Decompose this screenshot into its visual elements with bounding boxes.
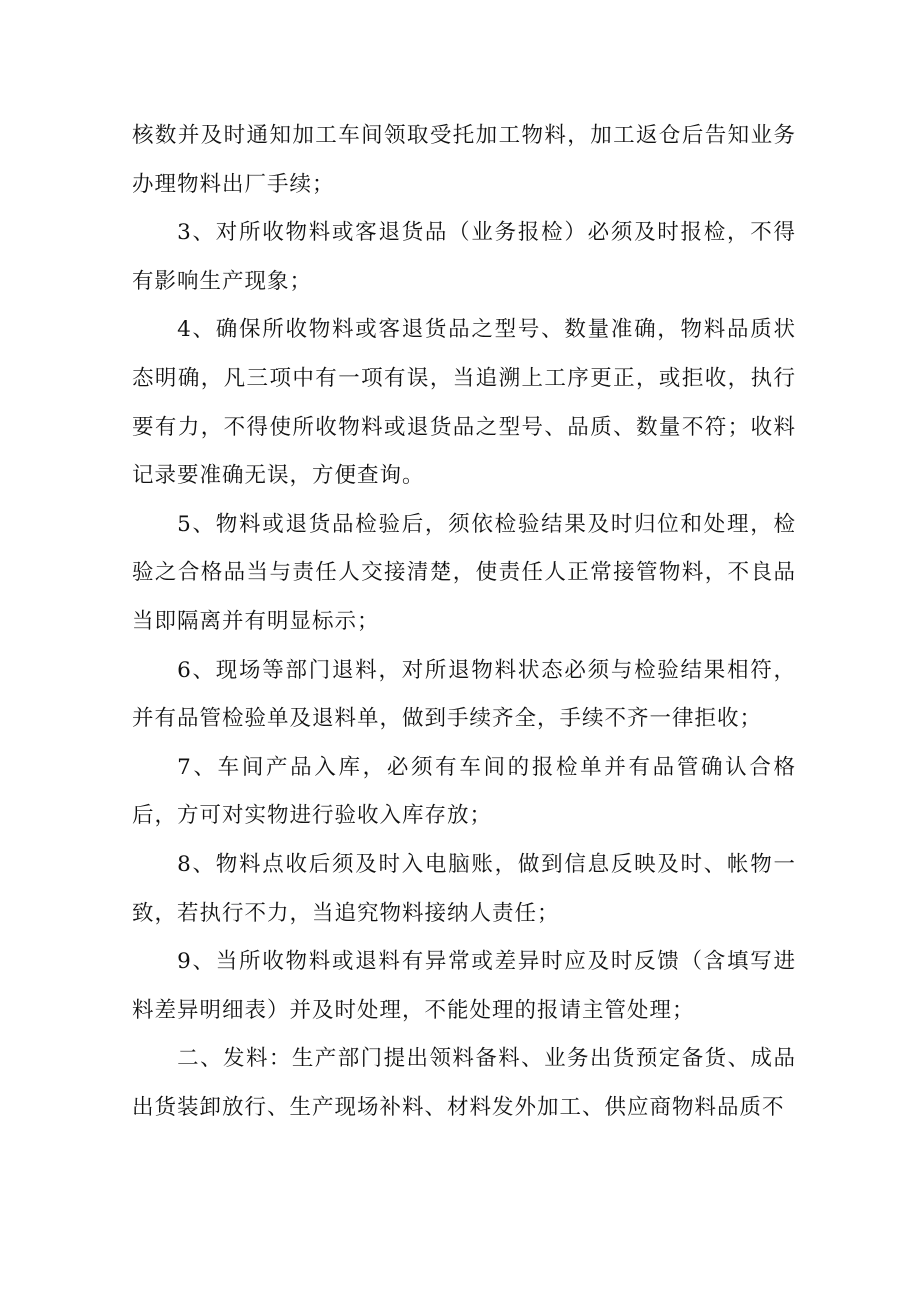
- paragraph-item-7: 7、车间产品入库，必须有车间的报检单并有品管确认合格后，方可对实物进行验收入库存放；: [132, 754, 796, 829]
- paragraph-item-8: 8、物料点收后须及时入电脑账，做到信息反映及时、帐物一致，若执行不力，当追究物料接纳人责任；: [132, 851, 796, 926]
- document-body: [132, 112, 796, 1132]
- paragraph-item-5: 5、物料或退货品检验后，须依检验结果及时归位和处理，检验之合格品当与责任人交接清楚，使责任人正常接管物料，不良品当即隔离并有明显标示；: [132, 511, 796, 634]
- paragraph-item-4: 4、确保所收物料或客退货品之型号、数量准确，物料品质状态明确，凡三项中有一项有误，当追溯上工序更正，或拒收，执行要有力，不得使所收物料或退货品之型号、品质、数量不符；收料记录要准确无误，方便查询。: [132, 317, 796, 489]
- paragraph-item-9: 9、当所收物料或退料有异常或差异时应及时反馈（含填写进料差异明细表）并及时处理，不能处理的报请主管处理；: [132, 949, 796, 1023]
- paragraph-item-6: 6、现场等部门退料，对所退物料状态必须与检验结果相符，并有品管检验单及退料单，做到手续齐全，手续不齐一律拒收；: [132, 657, 796, 732]
- paragraph-item-3: 3、对所收物料或客退货品（业务报检）必须及时报检，不得有影响生产现象；: [132, 220, 796, 294]
- paragraph-section-2-issuing: 二、发料：生产部门提出领料备料、业务出货预定备货、成品出货装卸放行、生产现场补料、材料发外加工、供应商物料品质不: [132, 1046, 796, 1120]
- paragraph-continued: 核数并及时通知加工车间领取受托加工物料，加工返仓后告知业务办理物料出厂手续；: [132, 123, 796, 197]
